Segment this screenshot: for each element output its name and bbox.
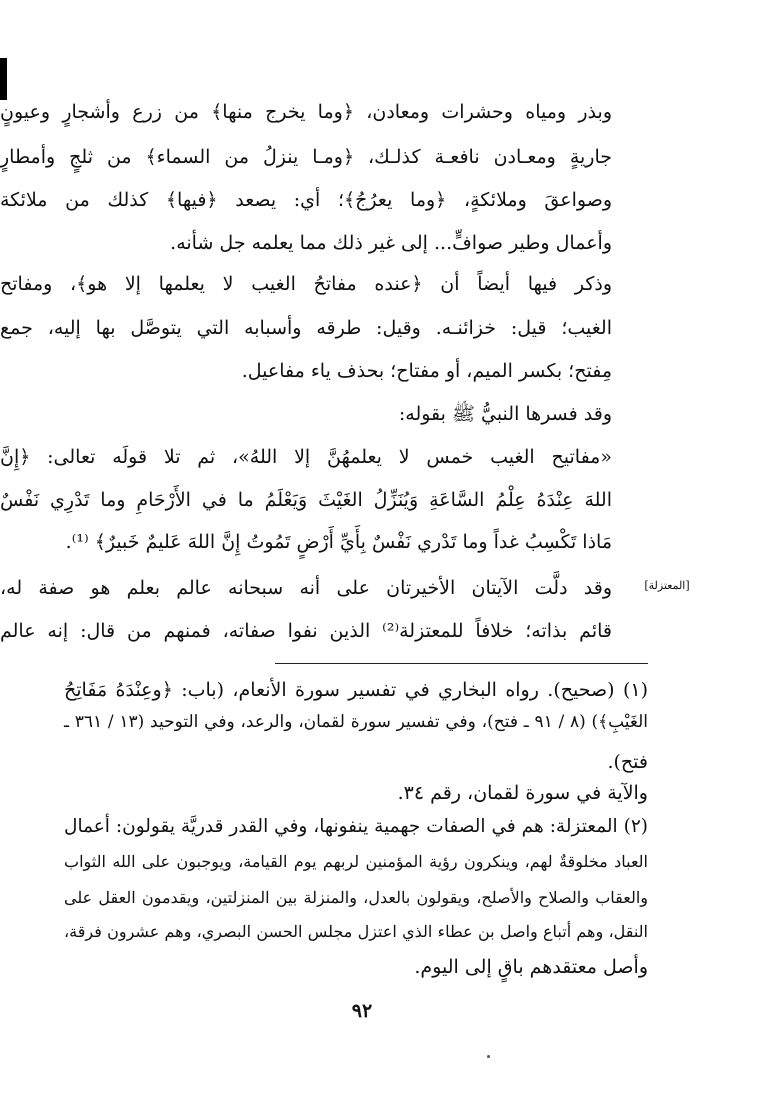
body-line: «مفاتيح الغيب خمس لا يعلمهُنَّ إلا اللهُ»، ثم تلا قولَه تعالى: ﴿إِنَّ	[0, 446, 612, 468]
body-line: اللهَ عِنْدَهُ عِلْمُ السَّاعَةِ وَيُنَزِّلُ الغَيْثَ وَيَعْلَمُ ما في الأَرْحَامِ وما تَدْرِي نَفْسٌ	[0, 489, 612, 511]
margin-note: [المعتزلة]	[644, 579, 690, 592]
footnote-separator	[275, 663, 648, 664]
body-line: وأعمال وطير صوافٍّ... إلى غير ذلك مما يعلمه جل شأنه.	[170, 232, 612, 254]
page-number: ٩٢	[351, 1000, 373, 1022]
footnote-line: وأصل معتقدهم باقٍ إلى اليوم.	[414, 956, 648, 978]
page-edge-mark	[0, 58, 7, 100]
body-line: جاريةٍ ومعـادن نافعـة كذلـك، ﴿ومـا ينزلُ من السماء﴾ من ثلجٍ وأمطارٍ	[0, 146, 612, 168]
body-line: مِفتح؛ بكسر الميم، أو مفتاح؛ بحذف ياء مفاعيل.	[241, 360, 612, 382]
footnote-line: العباد مخلوقةٌ لهم، وينكرون رؤية المؤمنين لربهم يوم القيامة، ويوجبون على الله الثواب	[64, 852, 648, 871]
footnote-line: فتح).	[607, 751, 648, 773]
footnote-line: (١) (صحيح). رواه البخاري في تفسير سورة الأنعام، (باب: ﴿وعِنْدَهُ مَفَاتِحُ	[64, 679, 648, 701]
body-line: وقد فسرها النبيُّ ﷺ بقوله:	[398, 403, 612, 425]
body-line: قائم بذاته؛ خلافاً للمعتزلة⁽²⁾ الذين نفوا صفاته، فمنهم من قال: إنه عالم	[0, 620, 612, 642]
body-line: مَاذا تَكْسِبُ غداً وما تَدْري نَفْسٌ بِأَيِّ أَرْضٍ تَمُوتُ إِنَّ اللهَ عَليمٌ خَبيرٌ﴾ ⁽¹⁾.	[65, 531, 612, 553]
footnote-line: الغَيْبِ﴾) (٨ / ٩١ ـ فتح)، وفي تفسير سورة لقمان، والرعد، وفي التوحيد (١٣ / ٣٦١ ـ	[64, 712, 648, 732]
footnote-line: (٢) المعتزلة: هم في الصفات جهمية ينفونها، وفي القدر قدريَّة يقولون: أعمال	[64, 816, 648, 837]
footnote-line: النقل، وهم أتباع واصل بن عطاء الذي اعتزل مجلس الحسن البصري، وهم عشرون فرقة،	[64, 922, 648, 941]
scan-speck	[487, 1055, 490, 1058]
body-line: وصواعقَ وملائكةٍ، ﴿وما يعرُجُ﴾؛ أي: يصعد ﴿فيها﴾ كذلك من ملائكة	[0, 189, 612, 211]
footnote-line: والعقاب والصلاح والأصلح، ويقولون بالعدل، والمنزلة بين المنزلتين، ويقدمون العقل على	[64, 888, 648, 907]
footnote-line: والآية في سورة لقمان، رقم ٣٤.	[397, 782, 648, 804]
body-line: وذكر فيها أيضاً أن ﴿عنده مفاتحُ الغيب لا يعلمها إلا هو﴾، ومفاتح	[0, 273, 612, 295]
body-line: وبذر ومياه وحشرات ومعادن، ﴿وما يخرج منها﴾ من زرع وأشجارٍ وعيونٍ	[0, 101, 612, 123]
body-line: الغيب؛ قيل: خزائنـه. وقيل: طرقه وأسبابه التي يتوصَّل بها إليه، جمع	[0, 317, 612, 339]
body-line: وقد دلَّت الآيتان الأخيرتان على أنه سبحانه عالم بعلم هو صفة له،	[0, 577, 612, 599]
